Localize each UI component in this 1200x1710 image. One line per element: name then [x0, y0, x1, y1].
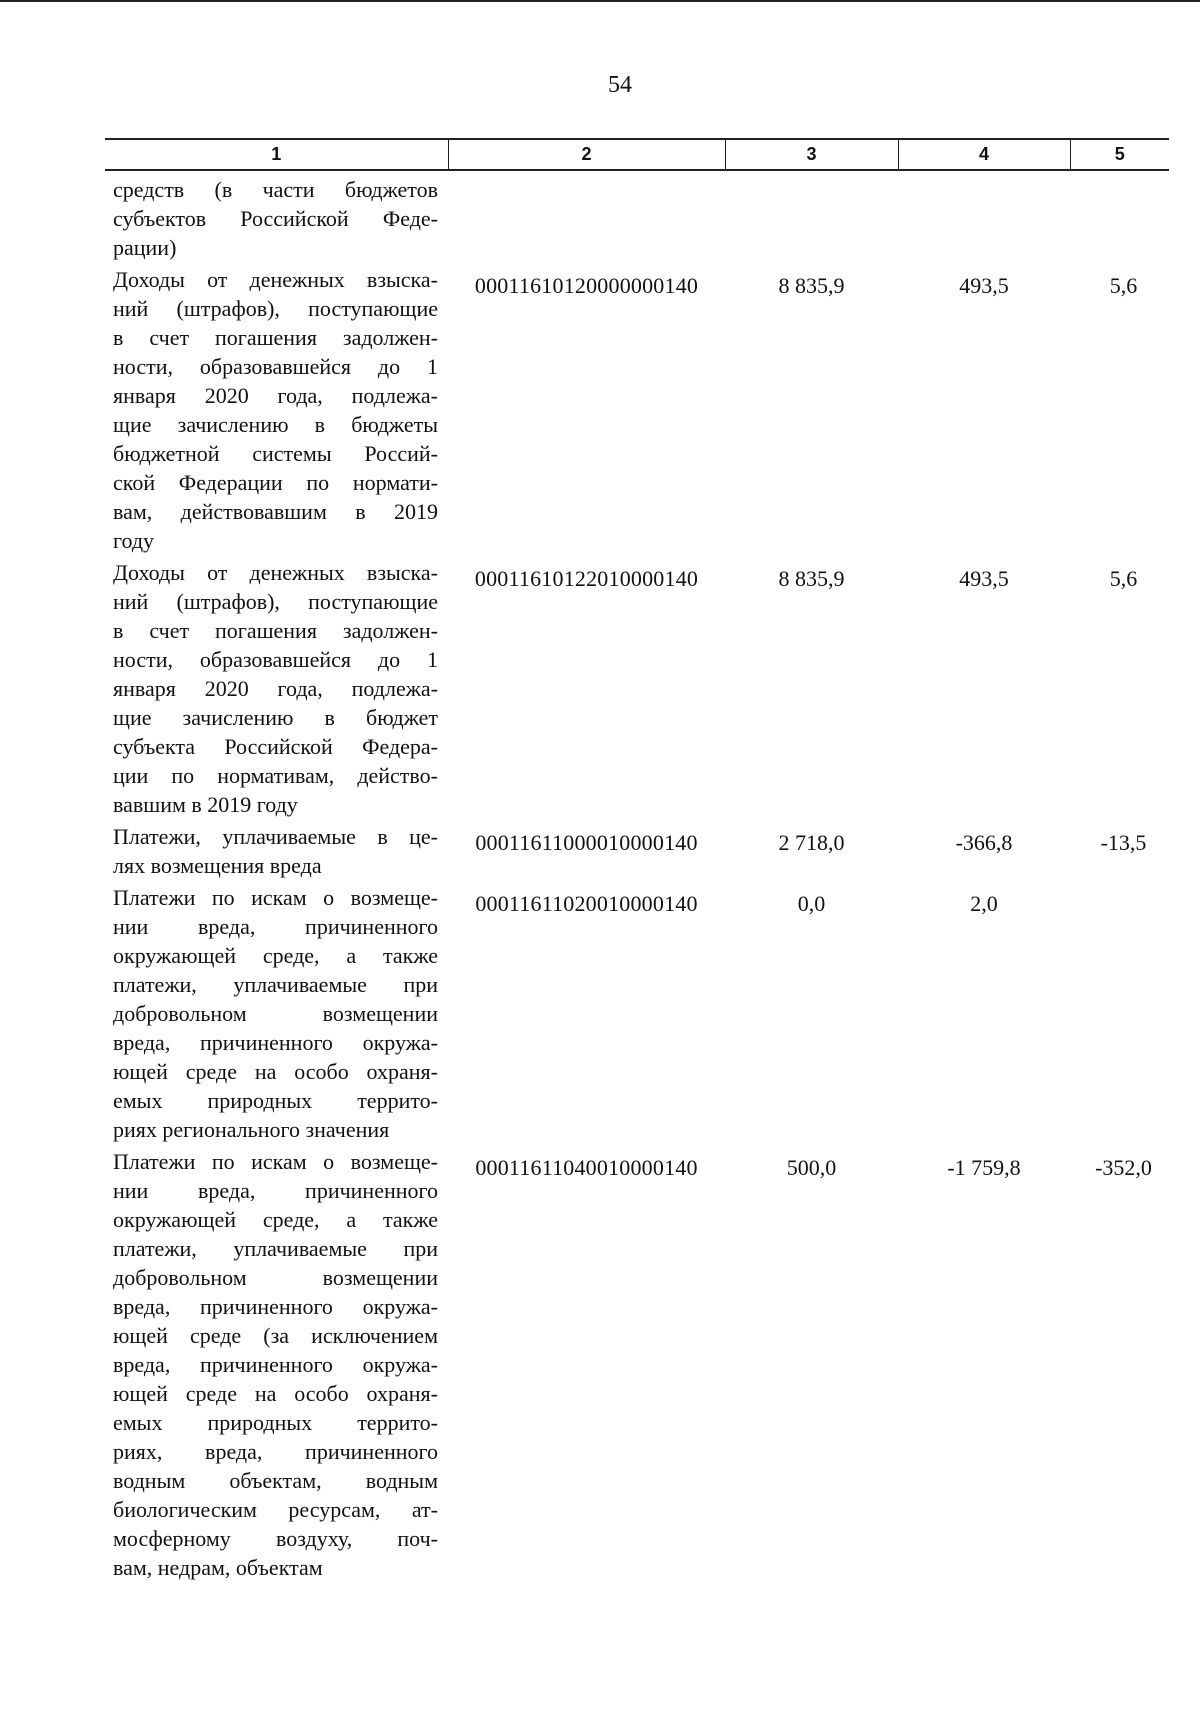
description-line: вреда, причиненного окружа- [113, 1030, 438, 1055]
table-row [105, 880, 1169, 1144]
row-value-col5 [1070, 170, 1169, 262]
column-header-2: 2 [448, 139, 725, 170]
description-line: бюджетной системы Россий- [113, 441, 438, 466]
row-description [105, 555, 448, 819]
description-line: средств (в части бюджетов [113, 177, 438, 202]
description-line: вреда, причиненного окружа- [113, 1352, 438, 1377]
row-value-col4: -366,8 [955, 830, 1013, 855]
row-value-col3: 8 835,9 [778, 273, 845, 298]
row-budget-code: 00011611020010000140 [475, 891, 698, 916]
row-value-col5: 5,6 [1109, 566, 1138, 591]
row-value-col4: 493,5 [959, 273, 1009, 298]
description-line: добровольном возмещении [113, 1265, 438, 1290]
table-body [105, 170, 1169, 1582]
row-budget-code: 00011610122010000140 [474, 566, 699, 591]
description-line: ний (штрафов), поступающие [113, 589, 438, 614]
description-line: вреда, причиненного окружа- [113, 1294, 438, 1319]
row-value-col5: 5,6 [1109, 273, 1138, 298]
budget-revenue-table [105, 138, 1169, 1582]
row-value-col3: 2 718,0 [778, 830, 845, 855]
row-value-col5: -13,5 [1100, 830, 1147, 855]
description-line: ющей среде на особо охраня- [113, 1059, 438, 1084]
description-line: емых природных террито- [113, 1088, 438, 1113]
description-line: вам, действовавшим в 2019 [113, 499, 438, 524]
description-line: щие зачислению в бюджеты [113, 412, 438, 437]
description-line: Платежи по искам о возмеще- [113, 885, 438, 910]
column-header-1: 1 [105, 139, 448, 170]
row-budget-code: 00011610120000000140 [474, 273, 699, 298]
description-line: в счет погашения задолжен- [113, 618, 438, 643]
row-value-col3: 8 835,9 [778, 566, 845, 591]
table-row [105, 1144, 1169, 1582]
description-line: субъектов Российской Феде- [113, 206, 438, 231]
description-line: риях регионального значения [113, 1117, 390, 1142]
description-line: лях возмещения вреда [113, 853, 322, 878]
description-line: биологическим ресурсам, ат- [113, 1497, 438, 1522]
row-value-col4: -1 759,8 [947, 1155, 1021, 1180]
row-description [105, 1144, 448, 1582]
row-description [105, 819, 448, 880]
description-line: емых природных террито- [113, 1410, 438, 1435]
row-value-col3: 500,0 [786, 1155, 837, 1180]
description-line: Платежи по искам о возмеще- [113, 1149, 438, 1174]
description-line: ской Федерации по нормати- [113, 470, 438, 495]
description-line: ний (штрафов), поступающие [113, 296, 438, 321]
description-line: вавшим в 2019 году [113, 792, 298, 817]
row-budget-code: 00011611000010000140 [475, 830, 698, 855]
table-row [105, 819, 1169, 880]
description-line: нии вреда, причиненного [113, 914, 438, 939]
description-line: Доходы от денежных взыска- [113, 267, 438, 292]
row-description [105, 170, 448, 262]
column-header-3: 3 [725, 139, 898, 170]
description-line: нии вреда, причиненного [113, 1178, 438, 1203]
row-value-col5 [1070, 880, 1169, 1144]
description-line: платежи, уплачиваемые при [113, 1236, 438, 1261]
description-line: января 2020 года, подлежа- [113, 383, 438, 408]
row-description [105, 880, 448, 1144]
description-line: ности, образовавшейся до 1 [113, 354, 438, 379]
description-line: января 2020 года, подлежа- [113, 676, 438, 701]
table-header-row [105, 139, 1169, 170]
row-description [105, 262, 448, 555]
column-header-5: 5 [1070, 139, 1169, 170]
page-number: 54 [608, 72, 632, 98]
description-line: вам, недрам, объектам [113, 1555, 323, 1580]
description-line: субъекта Российской Федера- [113, 734, 438, 759]
description-line: добровольном возмещении [113, 1001, 438, 1026]
row-value-col4 [898, 170, 1070, 262]
description-line: платежи, уплачиваемые при [113, 972, 438, 997]
row-value-col5: -352,0 [1095, 1155, 1152, 1180]
description-line: водным объектам, водным [113, 1468, 438, 1493]
description-line: в счет погашения задолжен- [113, 325, 438, 350]
description-line: мосферному воздуху, поч- [113, 1526, 438, 1551]
row-value-col3: 0,0 [797, 891, 826, 916]
description-line: Платежи, уплачиваемые в це- [113, 824, 438, 849]
description-line: рации) [113, 235, 177, 260]
description-line: году [113, 528, 155, 553]
page-top-border [0, 0, 1200, 2]
column-header-4: 4 [898, 139, 1070, 170]
row-value-col3 [725, 170, 898, 262]
table-row [105, 555, 1169, 819]
row-budget-code: 00011611040010000140 [475, 1155, 698, 1180]
description-line: ции по нормативам, действо- [113, 763, 438, 788]
description-line: Доходы от денежных взыска- [113, 560, 438, 585]
row-budget-code [448, 170, 725, 262]
row-value-col4: 493,5 [959, 566, 1009, 591]
description-line: риях, вреда, причиненного [113, 1439, 438, 1464]
description-line: щие зачислению в бюджет [113, 705, 438, 730]
description-line: окружающей среде, а также [113, 943, 438, 968]
description-line: ности, образовавшейся до 1 [113, 647, 438, 672]
row-value-col4: 2,0 [970, 891, 998, 916]
description-line: ющей среде (за исключением [113, 1323, 438, 1348]
table-row [105, 170, 1169, 262]
description-line: окружающей среде, а также [113, 1207, 438, 1232]
table-row [105, 262, 1169, 555]
description-line: ющей среде на особо охраня- [113, 1381, 438, 1406]
